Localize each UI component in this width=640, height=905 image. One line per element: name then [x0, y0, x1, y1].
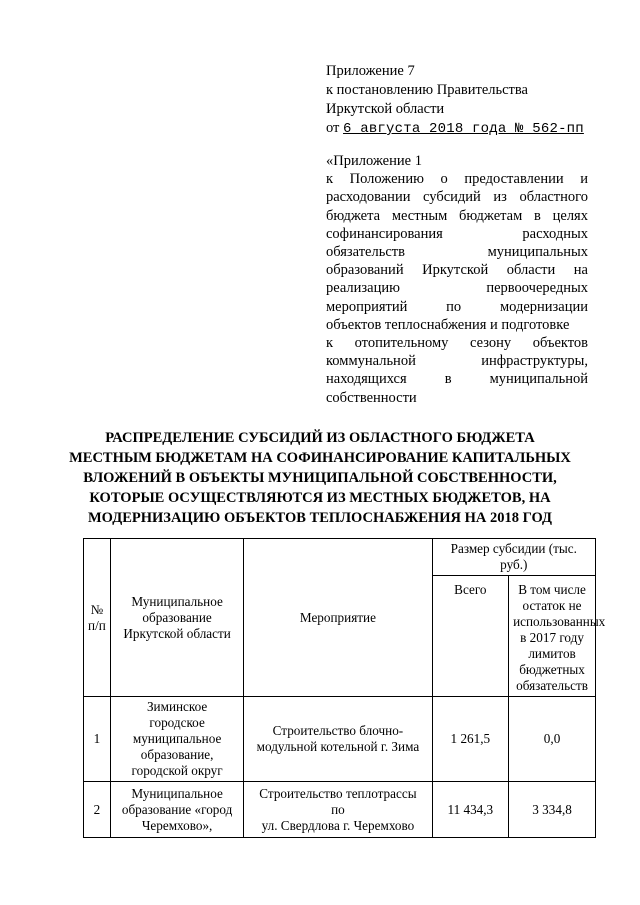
regulation-line: [326, 243, 588, 261]
regulation-line: [326, 170, 588, 188]
row-municipality: Муниципальное образование «город Черемхово»,: [110, 782, 243, 838]
document-title: [60, 428, 580, 528]
word: субсидий: [423, 189, 481, 206]
row-total: 1 261,5: [432, 697, 509, 782]
appendix-block: [326, 62, 588, 139]
title-line: КОТОРЫЕ ОСУЩЕСТВЛЯЮТСЯ ИЗ МЕСТНЫХ БЮДЖЕТОВ, НА: [89, 490, 551, 506]
appendix-decree: к постановлению Правительства: [326, 82, 528, 98]
table-header-row: [84, 539, 596, 576]
word: расходных: [522, 225, 588, 242]
word: муниципальных: [487, 244, 588, 261]
regulation-reference: [326, 152, 588, 407]
word: целях: [552, 207, 588, 224]
row-num: 2: [84, 782, 111, 838]
word: бюджетам: [459, 207, 523, 224]
subsidy-table: [83, 538, 606, 838]
word: областного: [519, 189, 588, 206]
regulation-line: [326, 207, 588, 225]
word: муниципальной: [489, 371, 588, 388]
word: к: [326, 335, 334, 352]
word: из: [493, 189, 507, 206]
regulation-line: [326, 279, 588, 297]
word: Положению: [349, 171, 424, 188]
word: и: [580, 171, 588, 188]
word: инфраструктуры,: [481, 353, 588, 370]
appendix-date: 6 августа 2018 года № 562-пп: [343, 121, 584, 137]
appendix-date-line: [326, 119, 588, 139]
word: сезону: [469, 335, 512, 352]
header-municipality: Муниципальное образование Иркутской области: [110, 539, 243, 697]
title-line: МЕСТНЫМ БЮДЖЕТАМ НА СОФИНАНСИРОВАНИЕ КАПИТАЛЬНЫХ: [69, 450, 571, 466]
regulation-line: собственности: [326, 389, 417, 406]
title-line: МОДЕРНИЗАЦИЮ ОБЪЕКТОВ ТЕПЛОСНАБЖЕНИЯ НА 2018 ГОД: [88, 510, 552, 526]
word: отопительному: [354, 335, 449, 352]
regulation-line: [326, 370, 588, 388]
title-line: РАСПРЕДЕЛЕНИЕ СУБСИДИЙ ИЗ ОБЛАСТНОГО БЮДЖЕТА: [105, 430, 535, 446]
row-total: 11 434,3: [432, 782, 509, 838]
row-unused: 3 334,8: [509, 782, 596, 838]
word: предоставлении: [464, 171, 564, 188]
word: образований: [326, 262, 404, 279]
word: по: [446, 298, 462, 315]
word: к: [326, 171, 334, 188]
regulation-line: [326, 225, 588, 243]
appendix-number: Приложение 7: [326, 63, 415, 79]
row-num: 1: [84, 697, 111, 782]
header-total: Всего: [432, 576, 509, 697]
header-num: № п/п: [84, 539, 111, 697]
header-event: Мероприятие: [244, 539, 432, 697]
word: коммунальной: [326, 353, 416, 370]
header-unused-limits: В том числе остаток не использованных в 2017 году лимитов бюджетных обязательств: [509, 576, 596, 697]
word: находящихся: [326, 371, 407, 388]
word: Иркутской: [422, 262, 489, 279]
table-row: [84, 697, 596, 782]
word: расходовании: [326, 189, 411, 206]
word: софинансирования: [326, 225, 443, 242]
word: о: [440, 171, 448, 188]
word: на: [573, 262, 588, 279]
row-municipality: Зиминское городское муниципальное образование, городской округ: [110, 697, 243, 782]
word: в: [444, 371, 452, 388]
row-unused: 0,0: [509, 697, 596, 782]
header-subsidy-size: Размер субсидии (тыс. руб.): [432, 539, 595, 576]
regulation-line: [326, 334, 588, 352]
appendix-date-prefix: от: [326, 120, 340, 136]
regulation-line: объектов теплоснабжения и подготовке: [326, 316, 570, 333]
word: мероприятий: [326, 298, 408, 315]
word: модернизации: [499, 298, 588, 315]
word: местным: [391, 207, 448, 224]
word: области: [506, 262, 556, 279]
word: первоочередных: [486, 280, 588, 297]
word: обязательств: [326, 244, 405, 261]
word: реализацию: [326, 280, 400, 297]
row-event: Строительство теплотрассы по ул. Свердлова г. Черемхово: [244, 782, 432, 838]
regulation-line: [326, 188, 588, 206]
regulation-line: «Приложение 1: [326, 153, 422, 169]
regulation-line: [326, 261, 588, 279]
regulation-line: [326, 352, 588, 370]
title-line: ВЛОЖЕНИЙ В ОБЪЕКТЫ МУНИЦИПАЛЬНОЙ СОБСТВЕННОСТИ,: [83, 470, 557, 486]
word: в: [534, 207, 541, 224]
table-row: [84, 782, 596, 838]
appendix-region: Иркутской области: [326, 101, 445, 117]
regulation-line: [326, 298, 588, 316]
row-event: Строительство блочно- модульной котельной г. Зима: [244, 697, 432, 782]
word: бюджета: [326, 207, 381, 224]
word: объектов: [532, 335, 588, 352]
